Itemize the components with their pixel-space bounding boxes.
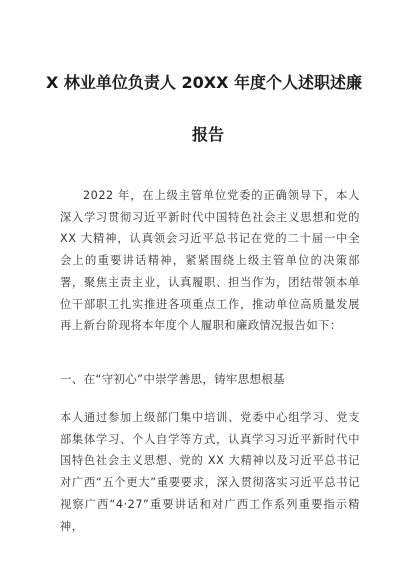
section-paragraph (60, 407, 360, 577)
document-title-line-1: X 林业单位负责人 20XX 年度个人述职述廉 (46, 73, 362, 92)
section-heading: 一、在“守初心”中崇学善思，铸牢思想根基 (60, 372, 285, 386)
intro-paragraph-text: 2022 年，在上级主管单位党委的正确领导下，本人深入学习贯彻习近平新时代中国特色社会主义思想和党的 XX 大精神，认真领会习近平总书记在党的二十届一中全会上的重要讲话精神，紧紧围绕上级主管单位的决策部署，聚焦主责主业，认真履职、担当作为，团结带领本单位干部职工扎实推进各项重点工作，推动单位高质量发展再上新台阶现将本年度个人履职和廉政情况报告如下： (60, 189, 360, 333)
section-paragraph-text: 本人通过参加上级部门集中培训、党委中心组学习、党支部集体学习、个人自学等方式，认真学习习近平新时代中国特色社会主义思想、党的 XX 大精神以及习近平总书记对广西“五个更大”重要要求，深入贯彻落实习近平总书记视察广西“4·27”重要讲话和对广西工作系列重要指示精神， (60, 411, 360, 533)
document-title-line-2: 报告 (191, 125, 224, 144)
intro-paragraph (60, 185, 360, 341)
